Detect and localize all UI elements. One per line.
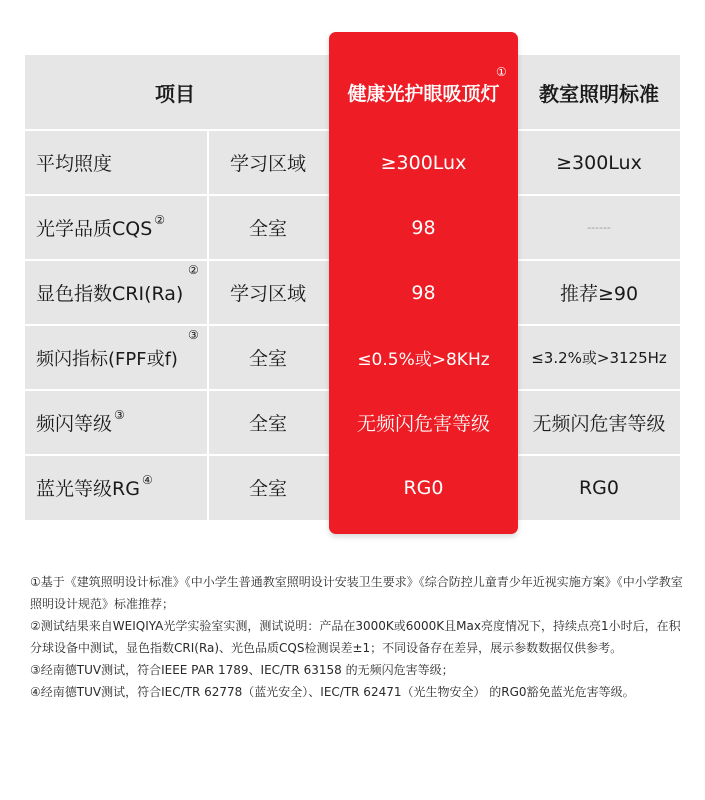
standard-value: ------ (587, 221, 611, 234)
row-name: 显色指数CRI(Ra) (36, 283, 184, 305)
footnote-marker: ③ (114, 407, 125, 422)
footnotes (30, 571, 690, 703)
footnote-marker: ④ (141, 472, 153, 487)
row-name: 光学品质CQS ② (36, 212, 166, 240)
footnote-marker: ② (154, 212, 166, 227)
footnote-marker: ③ (188, 328, 199, 342)
row-area: 学习区域 (229, 153, 306, 175)
footnote-2: ②测试结果来自WEIQIYA光学实验室实测，测试说明：产品在3000K或6000K且Max亮度情况下，持续点亮1小时后，在积分球设备中测试，显色指数CRI(Ra)、光色品质CQS检测误差±1；不同设备存在差异，展示参数数据仅供参考。 (30, 619, 681, 655)
header-product: 健康光护眼吸顶灯 (347, 83, 500, 105)
standard-value: 推荐≥90 (559, 283, 639, 305)
row-name: 频闪等级 ③ (36, 407, 125, 435)
standard-value: ≥300Lux (556, 151, 642, 174)
standard-value: RG0 (578, 476, 619, 499)
standard-value: ≤3.2%或>3125Hz (531, 349, 667, 367)
product-value: ≥300Lux (380, 151, 467, 174)
standard-value: 无频闪危害等级 (532, 413, 666, 435)
product-value: 98 (411, 281, 436, 304)
footnote-3: ③经南德TUV测试，符合IEEE PAR 1789、IEC/TR 63158 的无频闪危害等级； (30, 663, 454, 677)
row-area: 学习区域 (229, 283, 306, 305)
row-area: 全室 (248, 413, 287, 435)
product-value: 无频闪危害等级 (356, 413, 490, 435)
row-name: 平均照度 (36, 153, 113, 175)
footnote-1: ①基于《建筑照明设计标准》《中小学生普通教室照明设计安装卫生要求》《综合防控儿童青少年近视实施方案》《中小学教室照明设计规范》标准推荐； (30, 575, 683, 611)
row-area: 全室 (248, 348, 287, 370)
row-area: 全室 (248, 218, 287, 240)
row-area: 全室 (248, 478, 287, 500)
row-name: 频闪指标(FPF或f) (36, 348, 178, 370)
row-name: 蓝光等级RG ④ (36, 472, 153, 500)
footnote-marker: ② (188, 263, 199, 277)
product-value: ≤0.5%或>8KHz (357, 350, 490, 370)
header-item: 项目 (155, 82, 195, 106)
product-value: RG0 (403, 476, 444, 499)
footnote-marker: ① (496, 65, 507, 79)
header-standard: 教室照明标准 (539, 82, 659, 106)
footnote-4: ④经南德TUV测试，符合IEC/TR 62778（蓝光安全）、IEC/TR 62471（光生物安全） 的RG0豁免蓝光危害等级。 (30, 685, 635, 699)
product-value: 98 (411, 216, 436, 239)
